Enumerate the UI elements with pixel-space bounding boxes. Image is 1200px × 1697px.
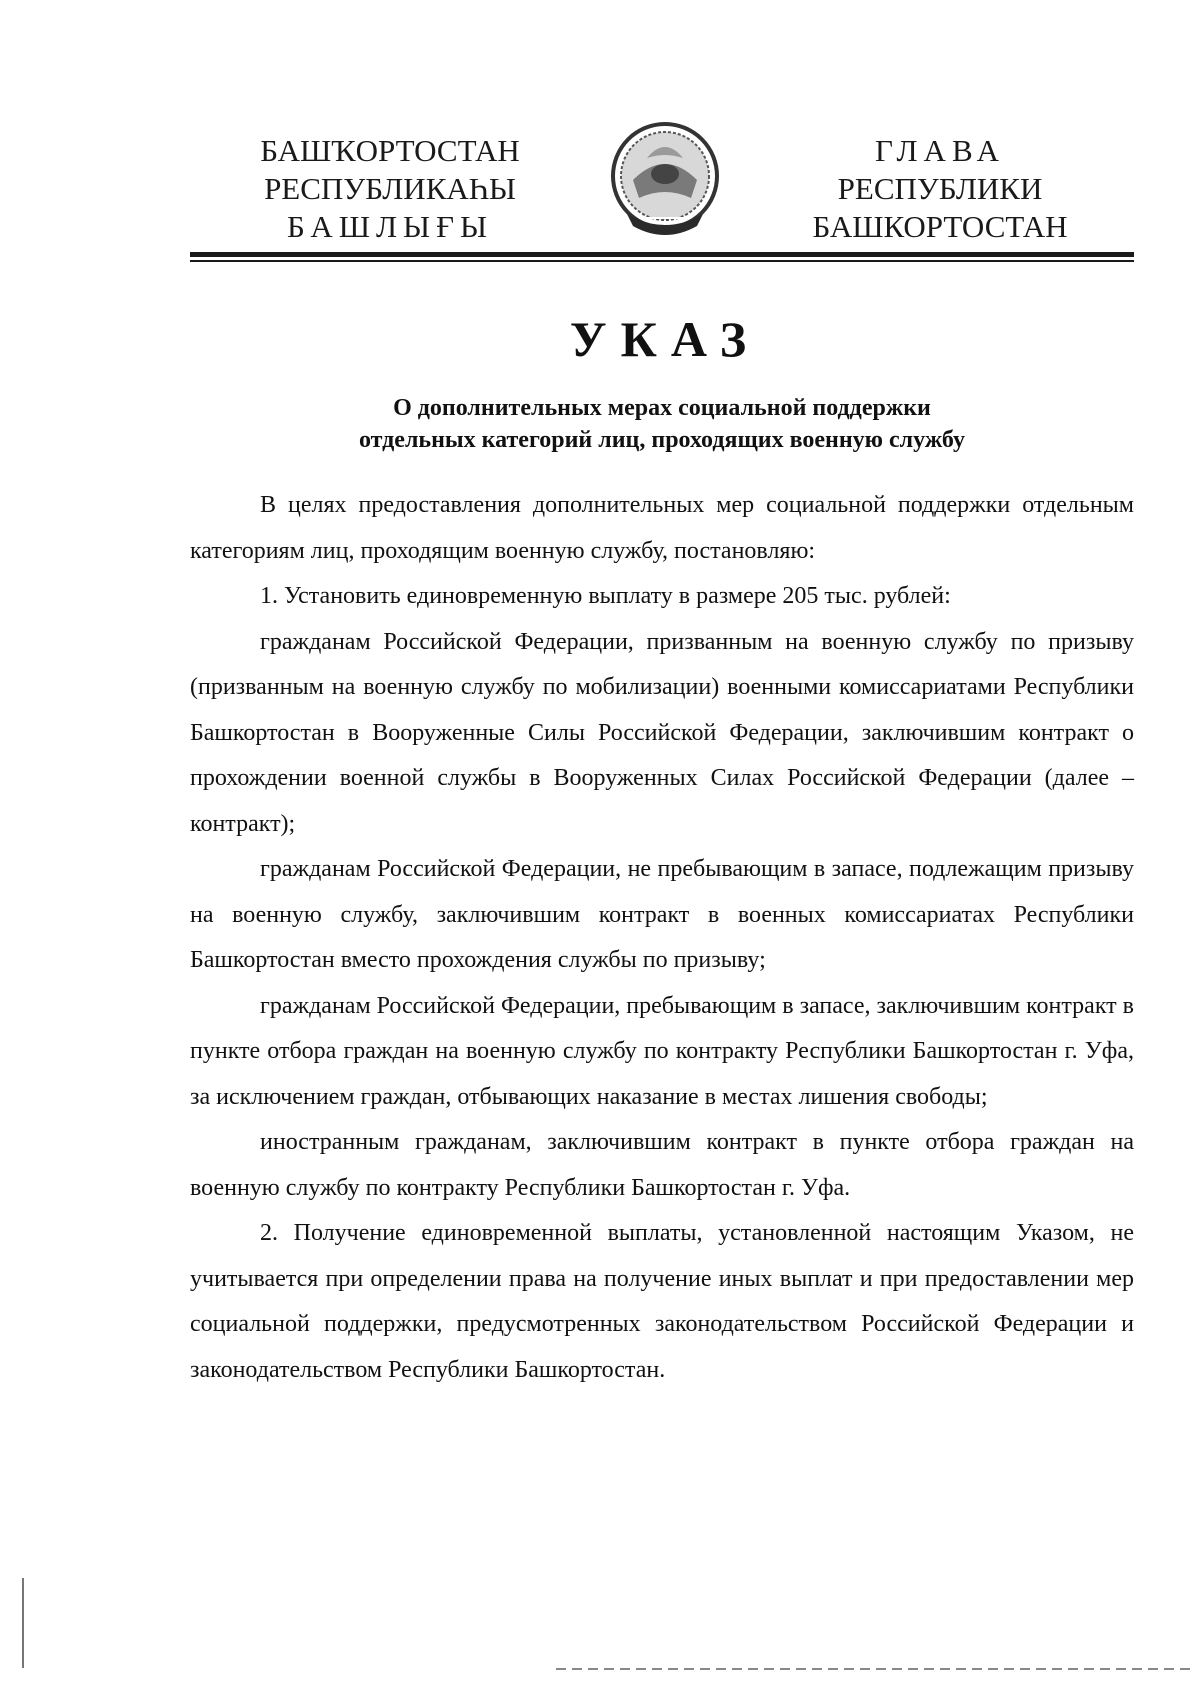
decree-body: [190, 483, 1134, 1393]
decree-subject-line-1: О дополнительных мерах социальной поддержки: [393, 395, 931, 421]
paragraph-item-1-d: иностранным гражданам, заключившим контракт в пункте отбора граждан на военную службу по контракту Республики Башкортостан г. Уфа.: [190, 1129, 1134, 1201]
header-russian-title: [800, 132, 1080, 246]
header-right-line-1: ГЛАВА: [874, 133, 1006, 168]
coat-of-arms-emblem-icon: [605, 118, 725, 248]
paragraph-item-2: 2. Получение единовременной выплаты, установленной настоящим Указом, не учитывается при определении права на получение иных выплат и при предоставлении мер социальной поддержки, предусмотренных законодательством Российской Федерации и законодательством Республики Башкортостан.: [190, 1220, 1134, 1383]
decree-subject: [190, 392, 1134, 456]
decree-subject-line-2: отдельных категорий лиц, проходящих военную службу: [359, 427, 965, 453]
header-left-line-2: РЕСПУБЛИКАҺЫ: [264, 171, 516, 206]
decree-title: УКАЗ: [569, 311, 761, 367]
header-divider-thick: [190, 252, 1134, 257]
header-divider-thin: [190, 260, 1134, 262]
header-bashkir-title: [240, 132, 540, 246]
paragraph-item-1-a: гражданам Российской Федерации, призванным на военную службу по призыву (призванным на военную службу по мобилизации) военными комиссариатами Республики Башкортостан в Вооруженные Силы Российской Федерации, заключившим контракт о прохождении военной службы в Вооруженных Силах Российской Федерации (далее – контракт);: [190, 628, 1134, 837]
paragraph-item-1: 1. Установить единовременную выплату в размере 205 тыс. рублей:: [260, 583, 951, 609]
header-left-line-1: БАШҠОРТОСТАН: [260, 133, 520, 168]
header-left-line-3: БАШЛЫҒЫ: [286, 209, 494, 244]
paragraph-item-1-c: гражданам Российской Федерации, пребывающим в запасе, заключившим контракт в пункте отбора граждан на военную службу по контракту Республики Башкортостан г. Уфа, за исключением граждан, отбывающих наказание в местах лишения свободы;: [190, 992, 1134, 1110]
scan-bottom-dash: [556, 1668, 1196, 1670]
scan-margin-mark: [22, 1578, 24, 1668]
paragraph-preamble: В целях предоставления дополнительных мер социальной поддержки отдельным категориям лиц, проходящим военную службу, постановляю:: [190, 492, 1134, 564]
header-right-line-3: БАШКОРТОСТАН: [812, 209, 1068, 244]
paragraph-item-1-b: гражданам Российской Федерации, не пребывающим в запасе, подлежащим призыву на военную службу, заключившим контракт в военных комиссариатах Республики Башкортостан вместо прохождения службы по призыву;: [190, 856, 1134, 973]
header-right-line-2: РЕСПУБЛИКИ: [837, 171, 1043, 206]
